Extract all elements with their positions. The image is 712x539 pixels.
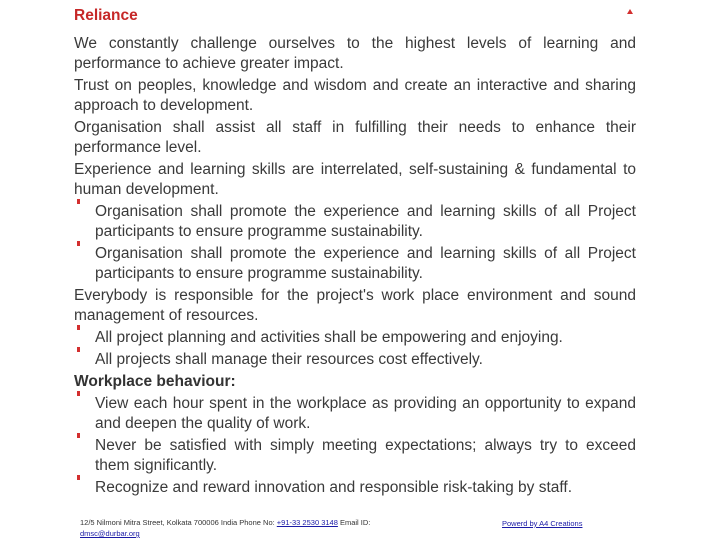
- paragraph: Experience and learning skills are interrelated, self-sustaining & fundamental to human development.: [74, 161, 636, 198]
- list-item: [74, 394, 636, 434]
- bullet-list: [74, 394, 636, 498]
- bullet-icon: [77, 475, 80, 480]
- paragraph: We constantly challenge ourselves to the highest levels of learning and performance to achieve greater impact.: [74, 35, 636, 72]
- section-title-workplace-behaviour: Workplace behaviour:: [74, 373, 236, 390]
- list-item: [74, 328, 636, 348]
- paragraph: Trust on peoples, knowledge and wisdom and create an interactive and sharing approach to development.: [74, 77, 636, 114]
- footer-email-link[interactable]: dmsc@durbar.org: [80, 529, 140, 538]
- list-item: [74, 202, 636, 242]
- list-item: [74, 350, 636, 370]
- list-item-text: Organisation shall promote the experience and learning skills of all Project participants to ensure programme sustainability.: [95, 203, 636, 240]
- list-item-text: All project planning and activities shall be empowering and enjoying.: [95, 329, 563, 346]
- bullet-icon: [77, 347, 80, 352]
- bullet-icon: [77, 241, 80, 246]
- content-page: [74, 6, 636, 500]
- footer-address-text: 12/5 Nilmoni Mitra Street, Kolkata 700006 India Phone No:: [80, 518, 277, 527]
- list-item: [74, 244, 636, 284]
- list-item-text: View each hour spent in the workplace as providing an opportunity to expand and deepen the quality of work.: [95, 395, 636, 432]
- list-item: [74, 436, 636, 476]
- section-title-reliance: Reliance: [74, 7, 138, 24]
- bullet-list: [74, 328, 636, 370]
- bullet-list: [74, 202, 636, 284]
- list-item-text: Never be satisfied with simply meeting expectations; always try to exceed them significantly.: [95, 437, 636, 474]
- powered-by-link[interactable]: Powerd by A4 Creations: [502, 519, 583, 528]
- bullet-icon: [77, 325, 80, 330]
- paragraph: Organisation shall assist all staff in fulfilling their needs to enhance their performance level.: [74, 119, 636, 156]
- list-item-text: All projects shall manage their resources cost effectively.: [95, 351, 483, 368]
- footer-email-label: Email ID:: [337, 518, 371, 527]
- bullet-icon: [77, 433, 80, 438]
- paragraph: Everybody is responsible for the project's work place environment and sound management of resources.: [74, 287, 636, 324]
- list-item-text: Organisation shall promote the experience and learning skills of all Project participants to ensure programme sustainability.: [95, 245, 636, 282]
- list-item-text: Recognize and reward innovation and responsible risk-taking by staff.: [95, 479, 573, 496]
- footer-phone-link[interactable]: +91-33 2530 3148: [276, 518, 338, 527]
- footer-address: [80, 517, 400, 539]
- list-item: [74, 478, 636, 498]
- bullet-icon: [77, 199, 80, 204]
- bullet-icon: [77, 391, 80, 396]
